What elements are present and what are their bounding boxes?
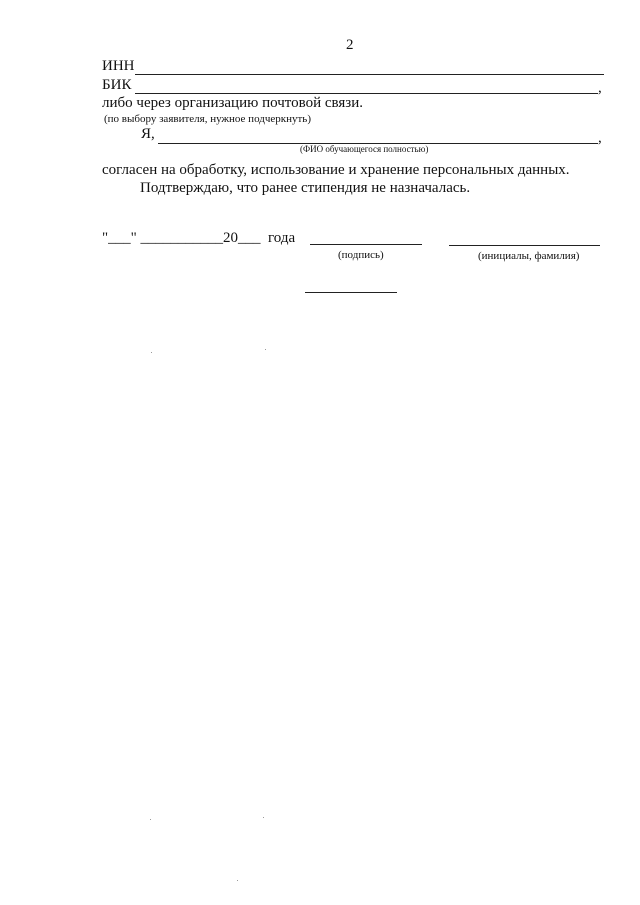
declarant-comma: ,	[598, 130, 602, 146]
date-open-quote: "	[102, 230, 109, 246]
closing-separator	[305, 292, 397, 293]
signature-caption: (подпись)	[338, 249, 384, 261]
confirmation-text: Подтверждаю, что ранее стипендия не назначалась.	[140, 180, 471, 196]
scan-speck	[263, 817, 264, 818]
inn-field-line[interactable]	[135, 74, 604, 75]
date-year-prefix: 20	[223, 230, 238, 246]
bik-label: БИК	[102, 77, 132, 93]
scan-speck	[150, 819, 151, 820]
scan-speck	[265, 349, 266, 350]
page-number: 2	[346, 37, 354, 53]
declarant-caption: (ФИО обучающегося полностью)	[300, 144, 429, 154]
initials-surname-line[interactable]	[449, 245, 600, 246]
bik-comma: ,	[598, 80, 602, 96]
choice-note: (по выбору заявителя, нужное подчеркнуть)	[104, 113, 311, 125]
consent-text: согласен на обработку, использование и хранение персональных данных.	[102, 162, 570, 178]
initials-surname-caption: (инициалы, фамилия)	[478, 250, 580, 262]
declarant-label: Я,	[141, 126, 155, 142]
signature-line[interactable]	[310, 244, 422, 245]
date-day-blank[interactable]: ___	[108, 230, 131, 246]
date-line[interactable]	[102, 230, 295, 247]
post-option-text: либо через организацию почтовой связи.	[102, 95, 364, 111]
scan-speck	[151, 352, 152, 353]
inn-label: ИНН	[102, 58, 135, 74]
date-month-blank[interactable]: ___________	[140, 230, 223, 246]
date-close-quote: "	[130, 230, 137, 246]
bik-field-line[interactable]	[135, 93, 598, 94]
date-suffix: года	[268, 230, 296, 246]
date-year-blank[interactable]: ___	[238, 230, 261, 246]
scan-speck	[237, 880, 238, 881]
